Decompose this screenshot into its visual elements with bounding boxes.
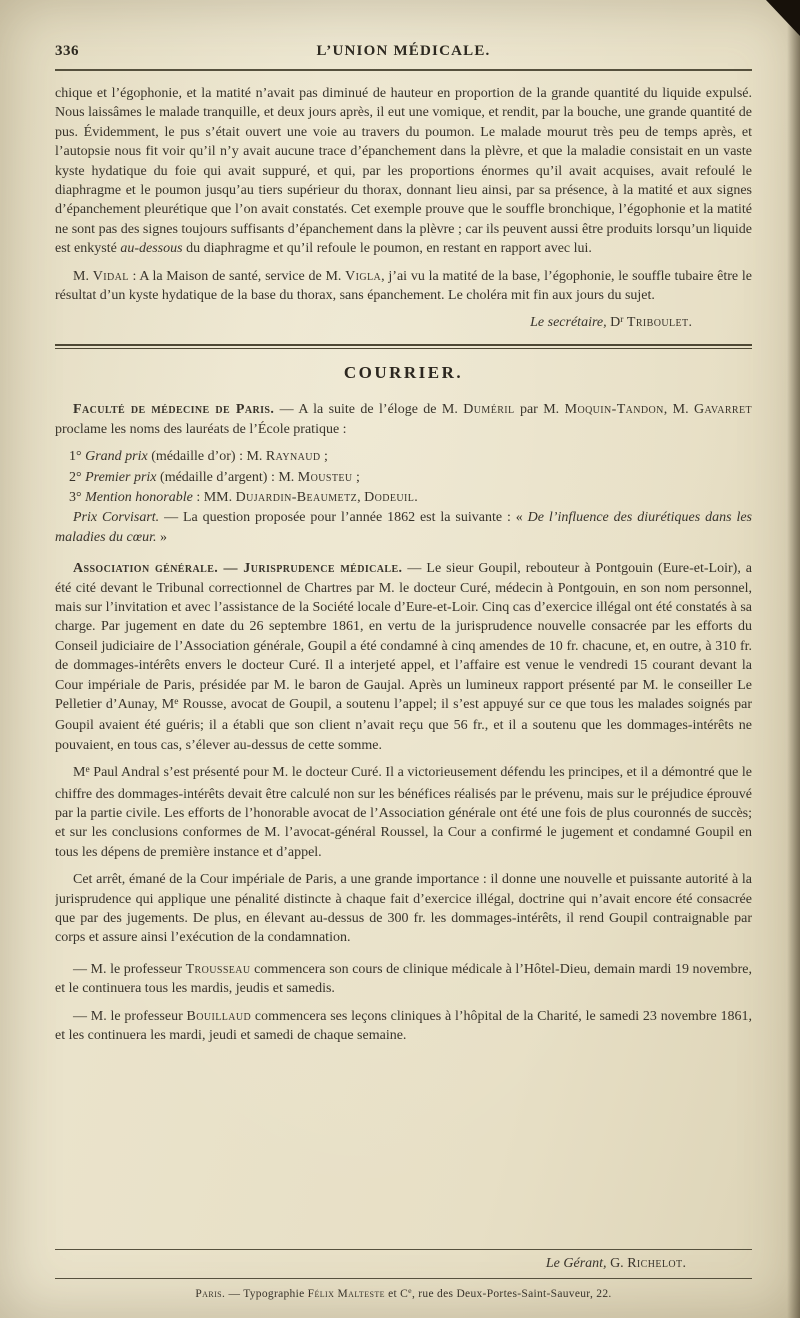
text-run: » — [156, 529, 167, 545]
text-run: Mention honorable — [85, 489, 193, 505]
text-run: chique et l’égophonie, et la matité n’avait pas diminué de hauteur en proportion de la grande quantité du liquide expulsé. Nous laissâmes le malade tranquille, et deux jours après, il eut une vomique, et rendit, par la bouche, une grande quantité de pus. Évidemment, le pus s’était ouvert une voie au travers du poumon. Le malade mourut très peu de temps après, et l’autopsie nous fit voir qu’il n’y avait aucune trace d’épanchement dans la plèvre, et que la maladie consistait en un vaste kyste hydatique du foie qui avait suppuré, et qui, par les proportions énormes qu’il avait acquises, avait refoulé le diaphragme et le poumon jusqu’au tiers supérieur du thorax, donnant lieu ainsi, par sa présence, à la matité et aux signes d’épanchement pleurétique que l’on avait constatés. Cet exemple prouve que le souffle bronchique, l’égophonie et la matité ne sont pas des signes toujours suffisants d’épanchement dans la plèvre ; car ils peuvent aussi être produits lorsqu’un liquide est enkysté — [55, 86, 752, 257]
paragraph — [55, 559, 752, 755]
text-run: Moquin-Tandon — [564, 402, 664, 418]
page-content — [55, 84, 752, 1245]
text-run: Le Gérant, — [545, 1256, 607, 1272]
journal-title: L’UNION MÉDICALE. — [316, 43, 491, 59]
text-run: — Le sieur Goupil, rebouteur à Pontgouin (Eure-et-Loir), a été cité devant le Tribunal correctionnel de Chartres par M. le docteur Curé, médecin à Pontgouin, en son nom personnel, mais sur l’invitation et avec l’assistance de la Société locale d’Eure-et-Loir. Cinq cas d’exercice illégal ont été constatés à sa charge. Par jugement en date du 26 septembre 1861, en vertu de la jurisprudence nouvelle consacrée par les efforts du Conseil judiciaire de l’Association générale, Goupil a été condamné à cinq amendes de 10 fr. chacune, et, en outre, à 310 fr. de dommages-intérêts envers le docteur Curé. Il a interjeté appel, et l’affaire est venue le vendredi 15 courant devant la Cour impériale de Paris, présidée par M. le baron de Gaujal. Après un lumineux rapport présenté par M. le conseiller Le Pelletier d’Aunay, M — [55, 561, 752, 712]
text-run: par M. — [514, 402, 565, 418]
text-run: Cet arrêt, émané de la Cour impériale de Paris, a une grande importance : il donne une nouvelle et puissante autorité à la jurisprudence qui applique une pénalité distincte à chaque fait d’exercice illégal, doctrine qui n’avait encore été consacrée que par des jugements. De plus, en élevant au-dessus de 300 fr. les dommages-intérêts, il rend Goupil contraignable par corps et assure ainsi l’exécution de la condamnation. — [55, 872, 752, 946]
text-run: 2° — [69, 469, 86, 485]
divider-rule — [55, 344, 752, 349]
text-run: : MM. — [192, 489, 236, 505]
text-run: Vigla — [345, 268, 382, 284]
paragraph — [55, 1285, 752, 1304]
text-run: et C — [384, 1287, 409, 1300]
text-run: , rue des Deux-Portes-Saint-Sauveur, 22. — [411, 1287, 612, 1300]
paragraph — [55, 488, 752, 507]
text-run: Raynaud — [265, 449, 321, 465]
text-run: ; — [320, 449, 328, 465]
text-run: ; — [352, 469, 360, 485]
paragraph — [55, 763, 752, 862]
text-run: Association générale. — Jurisprudence médicale. — [73, 561, 403, 577]
text-run: . — [688, 315, 692, 331]
text-run: — Typographie — [225, 1287, 308, 1300]
text-run: D — [606, 315, 621, 331]
page-footer — [55, 1245, 752, 1304]
text-run: Trousseau — [185, 961, 251, 977]
text-run: Richelot — [627, 1256, 683, 1272]
divider-rule — [55, 1249, 752, 1250]
text-run: Bouillaud — [186, 1008, 252, 1024]
paragraph — [55, 1254, 752, 1273]
text-run: . — [414, 489, 418, 505]
text-run: , M. — [663, 402, 695, 418]
text-run: 1° — [69, 449, 86, 465]
text-run: Paul Andral s’est présenté pour M. le docteur Curé. Il a victorieusement défendu les principes, et il a démontré que le chiffre des dommages-intérêts devait être calculé non sur les bénéfices réalisés par le prévenu, mais sur le préjudice éprouvé par la partie civile. Les efforts de l’honorable avocat de l’Association générale ont été une fois de plus couronnés de succès; et sur les conclusions conformes de M. l’avocat-général Roussel, la Cour a confirmé le jugement et condamné Goupil en tous les dépens de première instance et d’appel. — [55, 765, 752, 860]
paragraph — [55, 313, 752, 334]
text-run: : A la Maison de santé, service de M. — [128, 268, 346, 284]
page-edge-shadow — [787, 0, 800, 1318]
text-run: Vidal — [92, 268, 129, 284]
paragraph — [55, 870, 752, 948]
text-run: e — [85, 764, 90, 775]
page-corner-shadow — [766, 0, 800, 36]
text-run: Paris. — [195, 1287, 226, 1300]
text-run: G. — [606, 1256, 628, 1272]
text-run: Duméril — [463, 402, 515, 418]
text-run: Mousteu — [297, 469, 353, 485]
text-run: du diaphragme et qu’il refoule le poumon, en restant en rapport avec lui. — [182, 241, 592, 257]
text-run: e — [174, 696, 179, 707]
paragraph — [55, 84, 752, 259]
text-run: au-dessous — [120, 241, 183, 257]
page-number: 336 — [55, 43, 79, 59]
text-run: commencera ses leçons cliniques à l’hôpital de la Charité, le samedi 23 novembre 1861, et les continuera les mardi, jeudi et samedi de chaque semaine. — [55, 1008, 752, 1044]
text-run: Rousse, avocat de Goupil, a soutenu l’appel; il s’est appuyé sur ce que tous les malades soignés par Goupil avaient été guéris; il a établi que son client n’avait reçu que 56 fr., et il a soutenu que les dommages-intérêts ne pouvaient, en tous cas, s’élever au-dessus de cette somme. — [55, 696, 752, 753]
text-run: commencera son cours de clinique médicale à l’Hôtel-Dieu, demain mardi 19 novembre, et le continuera tous les mardis, jeudis et samedis. — [55, 961, 752, 997]
text-run: — M. le professeur — [73, 961, 186, 977]
text-run: Félix Malteste — [307, 1287, 385, 1300]
paragraph — [55, 267, 752, 306]
text-run: e — [408, 1286, 412, 1296]
text-run: De l’influence des diurétiques dans les maladies du cœur. — [55, 510, 752, 545]
text-run: Grand prix — [85, 449, 148, 465]
text-run: Dodeuil — [364, 489, 415, 505]
text-run: . — [682, 1256, 686, 1272]
paragraph — [55, 447, 752, 466]
paragraph — [55, 468, 752, 487]
paragraph — [55, 1007, 752, 1046]
text-run: — La question proposée pour l’année 1862 est la suivante : « — [159, 510, 528, 526]
text-run: M — [73, 765, 86, 781]
text-run: M. — [73, 268, 93, 284]
header-rule — [55, 69, 752, 71]
text-run: Triboulet — [626, 315, 689, 331]
text-run: (médaille d’or) : M. — [147, 449, 266, 465]
text-run: proclame les noms des lauréats de l’École pratique : — [55, 421, 347, 437]
text-run: , j’ai vu la matité de la base, l’égophonie, le souffle tubaire être le résultat d’un kyste hydatique de la base du thorax, sans épanchement. Le choléra mit fin aux jours du sujet. — [55, 268, 752, 304]
page-header — [55, 40, 752, 62]
paragraph — [55, 960, 752, 999]
text-run: — A la suite de l’éloge de M. — [274, 402, 464, 418]
paragraph — [55, 400, 752, 439]
text-run: , — [357, 489, 365, 505]
text-run: (médaille d’argent) : M. — [156, 469, 298, 485]
text-run: Premier prix — [85, 469, 157, 485]
text-run: Prix Corvisart. — [73, 510, 160, 526]
text-run: r — [620, 315, 624, 326]
text-run: Dujardin-Beaumetz — [235, 489, 358, 505]
text-run: Faculté de médecine de Paris. — [73, 402, 275, 418]
divider-rule — [55, 1278, 752, 1279]
section-heading: COURRIER. — [343, 362, 464, 382]
paragraph — [55, 508, 752, 547]
text-run: 3° — [69, 489, 86, 505]
text-run: Gavarret — [694, 402, 752, 418]
text-run: Le secrétaire, — [530, 315, 607, 331]
text-run: — M. le professeur — [73, 1008, 187, 1024]
